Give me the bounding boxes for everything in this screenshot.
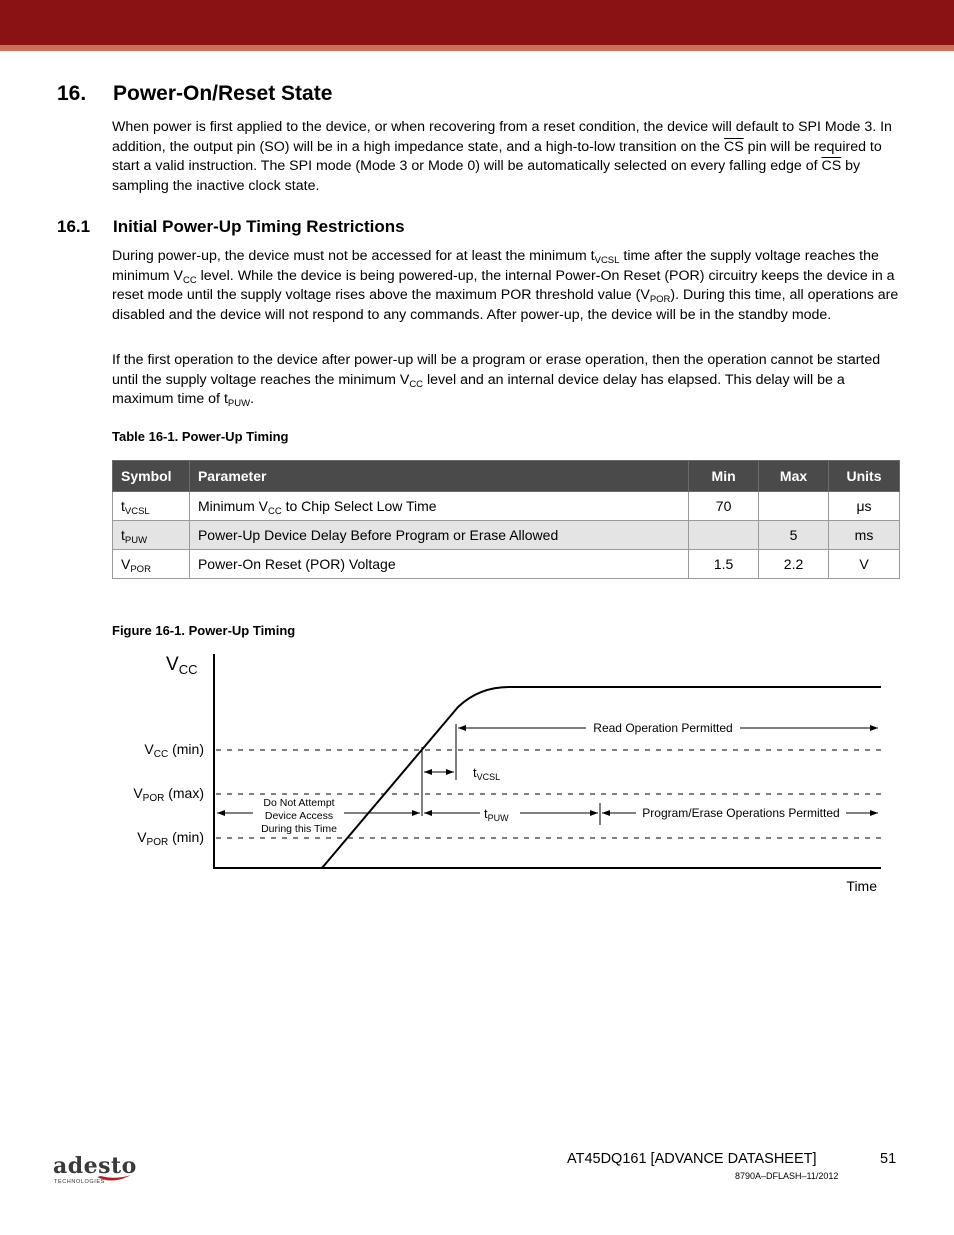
table-caption: Table 16-1. Power-Up Timing bbox=[112, 429, 289, 444]
level-label-vpor-min: $V_{POR}$ (min) bbox=[137, 829, 204, 848]
paragraph-program-erase: If the first operation to the device after power-up will be a program or erase operation, then the operation cannot be started until the supply voltage reaches the minimum $V_{CC}$ level and an internal device delay has elapsed. This delay will be a maximum time of $t_{PUW}$. bbox=[112, 352, 881, 409]
cell-units: μs bbox=[829, 492, 900, 521]
tpuw-label: $t_{PUW}$ bbox=[484, 806, 509, 823]
paragraph-power-up: During power-up, the device must not be accessed for at least the minimum $t_{VCSL}$ time after the supply voltage reaches the minimum $V_{CC}$ level. While the device is being powered-up, the internal Power-On Reset (POR) circuitry keeps the device in a reset mode until the supply voltage rises above the maximum POR threshold value $(V_{POR})$. During this time, all operations are disabled and the device will not respond to any commands. After power-up, the device will be in the standby mode. bbox=[112, 248, 899, 323]
cs-signal: $\overline{CS}$ bbox=[724, 138, 744, 155]
subsection-heading bbox=[57, 217, 405, 237]
footer-page-number: 51 bbox=[880, 1151, 897, 1167]
donot-label-line2: Device Access bbox=[264, 810, 334, 822]
cell-parameter: Power-Up Device Delay Before Program or Erase Allowed bbox=[189, 521, 688, 550]
power-up-timing-diagram bbox=[0, 640, 954, 910]
power-up-timing-table bbox=[112, 460, 900, 579]
cell-max: 2.2 bbox=[759, 550, 829, 579]
intro-paragraph: When power is first applied to the device, or when recovering from a reset condition, the device will default to SPI Mode 3. In addition, the output pin (SO) will be in a high impedance state, and a high-to-low transition on the $\overline{CS}$ pin will be required to start a valid instruction. The SPI mode (Mode 3 or Mode 0) will be automatically selected on every falling edge of $\overline{CS}$ by sampling the inactive clock state. bbox=[112, 119, 892, 194]
figure-caption: Figure 16-1. Power-Up Timing bbox=[112, 623, 296, 638]
header-max: Max bbox=[759, 461, 829, 492]
tvcsl-label: $t_{VCSL}$ bbox=[473, 765, 501, 782]
y-axis-label: $V_{CC}$ bbox=[166, 654, 198, 677]
table-row bbox=[113, 550, 900, 579]
cell-parameter: Power-On Reset (POR) Voltage bbox=[189, 550, 688, 579]
header-parameter: Parameter bbox=[189, 461, 688, 492]
header-bar bbox=[0, 0, 954, 45]
adesto-logo: adesto TECHNOLOGIES bbox=[53, 1153, 137, 1185]
header-min: Min bbox=[689, 461, 759, 492]
cell-max: 5 bbox=[759, 521, 829, 550]
header-units: Units bbox=[829, 461, 900, 492]
vcc-ramp-curve bbox=[322, 687, 881, 868]
section-title: Power-On/Reset State bbox=[113, 82, 333, 105]
cell-units: ms bbox=[829, 521, 900, 550]
header-symbol: Symbol bbox=[113, 461, 190, 492]
cell-units: V bbox=[829, 550, 900, 579]
section-number: 16. bbox=[57, 82, 87, 105]
table-row bbox=[113, 492, 900, 521]
cell-min: 1.5 bbox=[689, 550, 759, 579]
level-label-vpor-max: $V_{POR}$ (max) bbox=[133, 785, 204, 804]
cell-symbol: $t_{VCSL}$ bbox=[113, 492, 190, 521]
logo-swoosh-icon bbox=[53, 1171, 133, 1185]
read-operation-label: Read Operation Permitted bbox=[593, 721, 733, 735]
table-row bbox=[113, 521, 900, 550]
donot-label-line1: Do Not Attempt bbox=[263, 797, 335, 809]
program-erase-label: Program/Erase Operations Permitted bbox=[642, 806, 840, 820]
header-stripe bbox=[0, 45, 954, 51]
footer-document-code: 8790A–DFLASH–11/2012 bbox=[735, 1171, 839, 1181]
donot-label-line3: During this Time bbox=[261, 823, 337, 835]
subsection-title: Initial Power-Up Timing Restrictions bbox=[113, 217, 405, 236]
table-header-row bbox=[113, 461, 900, 492]
cell-symbol: $V_{POR}$ bbox=[113, 550, 190, 579]
subsection-number: 16.1 bbox=[57, 217, 91, 236]
footer-document-title: AT45DQ161 [ADVANCE DATASHEET] bbox=[567, 1151, 817, 1167]
section-heading bbox=[57, 82, 332, 106]
cell-min: 70 bbox=[689, 492, 759, 521]
cell-parameter: Minimum $V_{CC}$ to Chip Select Low Time bbox=[189, 492, 688, 521]
cell-min bbox=[689, 521, 759, 550]
x-axis-label: Time bbox=[846, 878, 877, 894]
cell-max bbox=[759, 492, 829, 521]
level-label-vcc-min: $V_{CC}$ (min) bbox=[144, 741, 204, 760]
cs-signal: $\overline{CS}$ bbox=[821, 158, 842, 174]
cell-symbol: $t_{PUW}$ bbox=[113, 521, 190, 550]
